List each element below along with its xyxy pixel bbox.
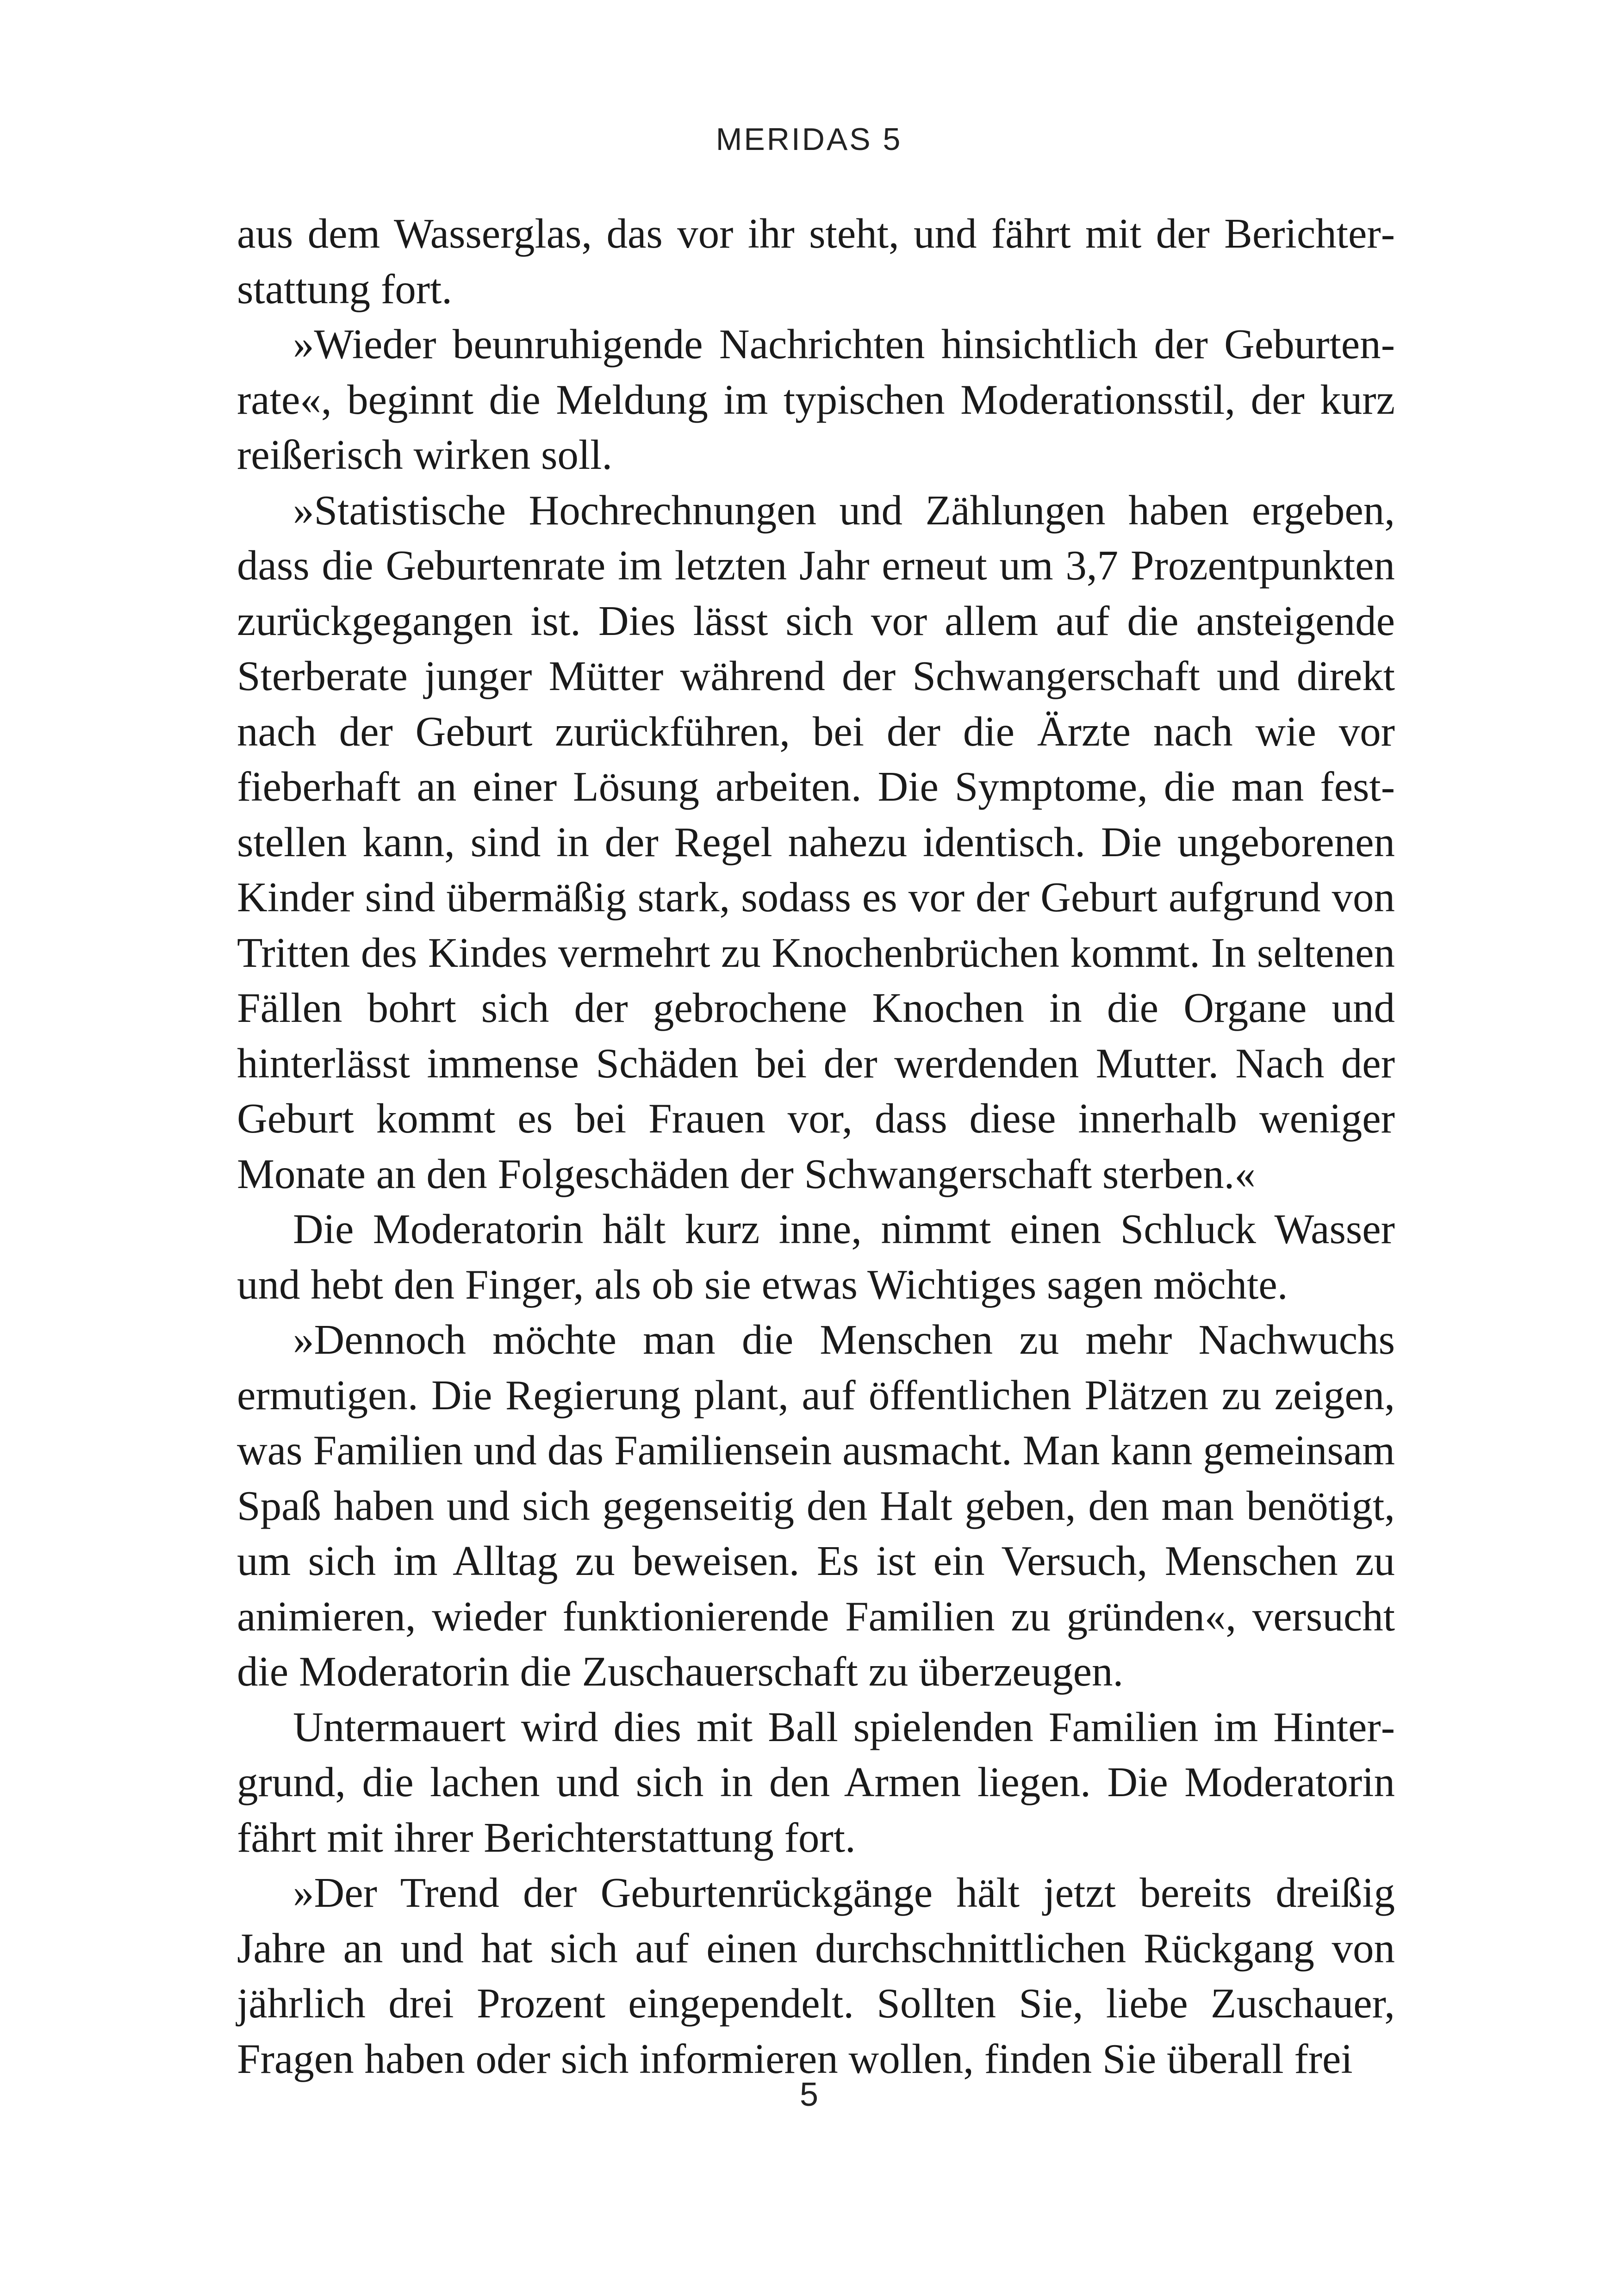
paragraph-2: »Wieder beunruhigende Nachrichten hinsichtlich der Geburtenrate«, beginnt die Meldung im typischen Moderationsstil, der kurz reißerisch wirken soll.	[237, 321, 1395, 478]
paragraph-5: »Dennoch möchte man die Menschen zu mehr Nachwuchs ermutigen. Die Regierung plant, auf öffentlichen Plätzen zu zeigen, was Familien und das Familiensein ausmacht. Man kann gemeinsam Spaß haben und sich gegenseitig den Halt geben, den man benötigt, um sich im Alltag zu beweisen. Es ist ein Versuch, Menschen zu animieren, wieder funktionierende Familien zu gründen«, versucht die Moderatorin die Zuschauerschaft zu überzeugen.	[237, 1316, 1395, 1695]
paragraph-6: Untermauert wird dies mit Ball spielenden Familien im Hintergrund, die lachen und sich in den Armen liegen. Die Moderatorin fährt mit ihrer Berichterstattung fort.	[237, 1703, 1395, 1861]
page-number: 5	[799, 2076, 819, 2113]
paragraph-4: Die Moderatorin hält kurz inne, nimmt einen Schluck Wasser und hebt den Finger, als ob sie etwas Wichtiges sagen möchte.	[237, 1206, 1395, 1308]
body-text	[237, 206, 1395, 2086]
running-title: MERIDAS 5	[716, 122, 902, 157]
paragraph-3: »Statistische Hochrechnungen und Zählungen haben ergeben, dass die Geburtenrate im letzten Jahr erneut um 3,7 Prozentpunkten zurückgegangen ist. Dies lässt sich vor allem auf die ansteigende Sterberate junger Mütter während der Schwangerschaft und direkt nach der Geburt zurückführen, bei der die Ärzte nach wie vor fieberhaft an einer Lösung arbeiten. Die Symptome, die man feststellen kann, sind in der Regel nahezu identisch. Die ungeborenen Kinder sind übermäßig stark, sodass es vor der Geburt aufgrund von Tritten des Kindes vermehrt zu Knochenbrüchen kommt. In seltenen Fällen bohrt sich der gebrochene Knochen in die Organe und hinterlässt immense Schäden bei der werdenden Mutter. Nach der Geburt kommt es bei Frauen vor, dass diese innerhalb weniger Monate an den Folgeschäden der Schwangerschaft sterben.«	[237, 486, 1395, 1197]
paragraph-7: »Der Trend der Geburtenrückgänge hält jetzt bereits dreißig Jahre an und hat sich auf einen durchschnittlichen Rückgang von jährlich drei Prozent eingependelt. Sollten Sie, liebe Zuschauer, Fragen haben oder sich informieren wollen, finden Sie überall frei	[237, 1869, 1395, 2082]
paragraph-1: aus dem Wasserglas, das vor ihr steht, und fährt mit der Berichterstattung fort.	[237, 210, 1395, 312]
